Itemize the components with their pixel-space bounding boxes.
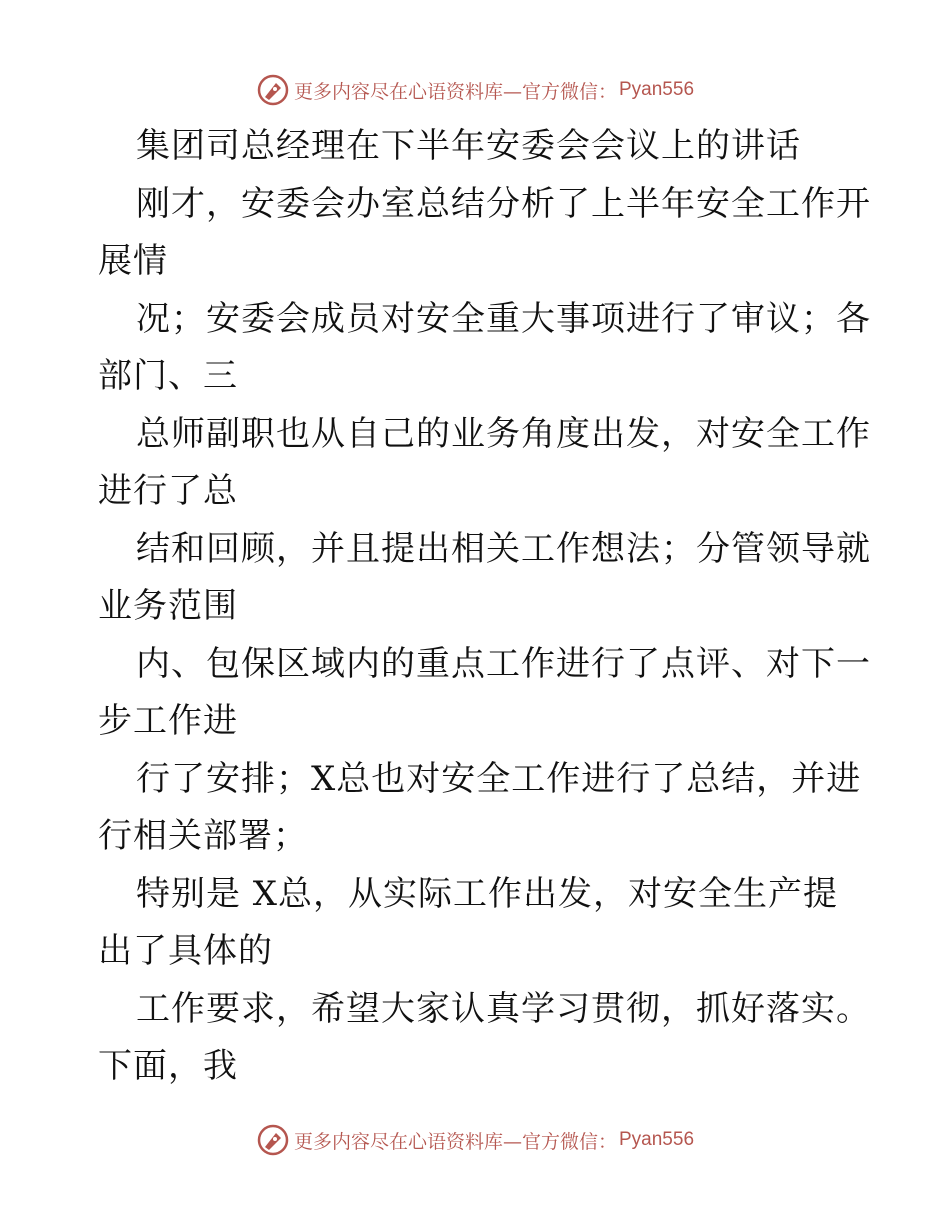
pen-nib-logo-icon [256, 73, 290, 107]
pen-nib-logo-icon [256, 1123, 290, 1157]
watermark-wechat-id: Pyan556 [619, 79, 695, 100]
watermark-header [0, 70, 950, 110]
paragraph-line: 下面，我 [98, 1046, 238, 1086]
watermark-footer [0, 1120, 950, 1160]
paragraph-line: 步工作进 [98, 701, 238, 741]
paragraph-line: 展情 [98, 241, 168, 281]
paragraph-line: 行了安排；X总也对安全工作进行了总结，并进 [136, 758, 862, 799]
document-body [98, 118, 871, 1096]
document-title: 集团司总经理在下半年安委会会议上的讲话 [136, 126, 801, 166]
watermark-text: 更多内容尽在心语资料库—官方微信： [293, 1130, 617, 1153]
paragraph-line: 总师副职也从自己的业务角度出发，对安全工作 [136, 413, 871, 454]
paragraph-line: 业务范围 [98, 586, 238, 626]
paragraph-line: 工作要求，希望大家认真学习贯彻，抓好落实。 [136, 988, 871, 1029]
paragraph-line: 内、包保区域内的重点工作进行了点评、对下一 [136, 643, 871, 684]
paragraph-line: 行相关部署； [98, 816, 308, 856]
paragraph-line: 结和回顾，并且提出相关工作想法；分管领导就 [136, 528, 871, 569]
paragraph-line: 刚才，安委会办室总结分析了上半年安全工作开 [136, 183, 871, 224]
paragraph-line: 出了具体的 [98, 931, 273, 971]
paragraph-line: 况；安委会成员对安全重大事项进行了审议；各 [136, 298, 871, 339]
watermark-wechat-id: Pyan556 [619, 1129, 695, 1150]
paragraph-line: 进行了总 [98, 471, 238, 511]
watermark-text: 更多内容尽在心语资料库—官方微信： [293, 80, 617, 103]
paragraph-line: 部门、三 [98, 356, 238, 396]
paragraph-line: 特别是 X总，从实际工作出发，对安全生产提 [136, 873, 839, 914]
